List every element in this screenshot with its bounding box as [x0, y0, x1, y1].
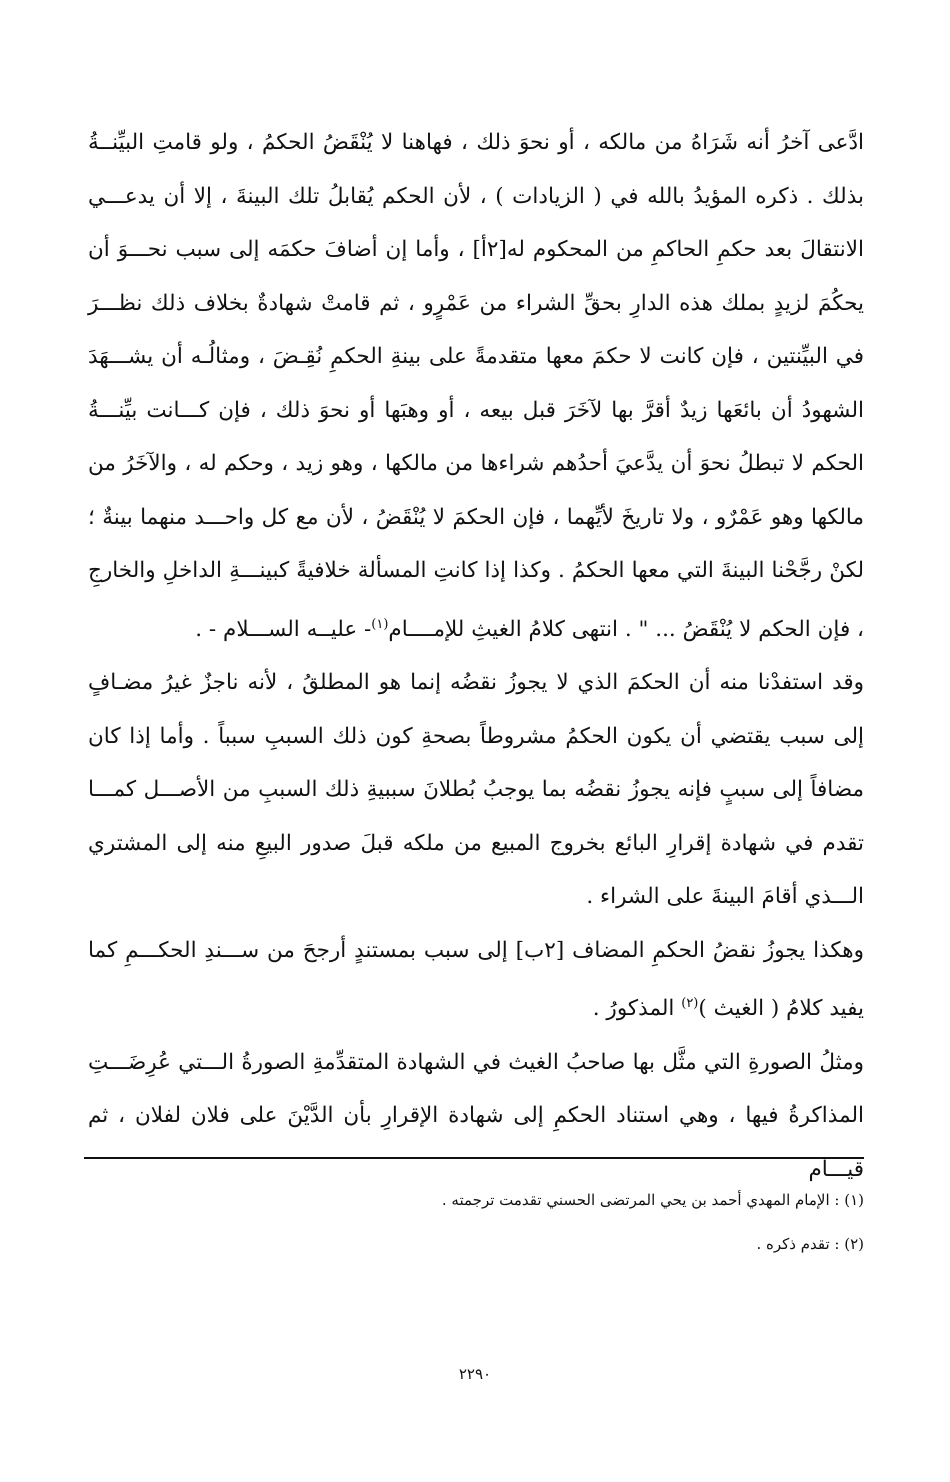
paragraph-3-text: وهكذا يجوزُ نقضُ الحكمِ المضاف [٢ب] إلى سبب بمستندٍ أرجحَ من ســـندِ الحكـــمِ كما يفيد كلامُ ( الغيث ) [88, 937, 864, 1022]
paragraph-1-text: ادَّعى آخرُ أنه شَرَاهُ من مالكه ، أو نحوَ ذلك ، فهاهنا لا يُنْقَضُ الحكمُ ، ولو قامتِ البيِّنــةُ بذلك . ذكره المؤيدُ بالله في ( الزيادات ) ، لأن الحكم يُقابلُ تلك البينةَ ، إلا أن يدعـــي الانتقالَ بعد حكمِ الحاكمِ من المحكوم له[٢أ] ، وأما إن أضافَ حكمَه إلى سبب نحـــوَ أن يحكُمَ لزيدٍ بملك هذه الدارِ بحقِّ الشراء من عَمْرٍو ، ثم قامتْ شهادةٌ بخلاف ذلك نظـــرَ في البيِّنتين ، فإن كانت لا حكمَ معها متقدمةً على بينةِ الحكمِ نُقِـضَ ، ومثالُـه أن يشـــهَدَ الشهودُ أن بائعَها زيدٌ أقرَّ بها لآخَرَ قبل بيعه ، أو وهبَها أو نحوَ ذلك ، فإن كـــانت بيِّنـــةُ الحكم لا تبطلُ نحوَ أن يدَّعيَ أحدُهم شراءها من مالكها ، وهو زيد ، وحكم له ، والآخَرُ من مالكها وهو عَمْرٌو ، ولا تاريخَ لأيِّهما ، فإن الحكمَ لا يُنْقَضُ ، لأن مع كل واحـــد منهما بينةٌ ؛ لكنْ رجَّحْنا البينةَ التي معها الحكمُ . وكذا إذا كانتِ المسألة خلافيةً كبينـــةِ الداخلِ والخارجِ ، فإن الحكم لا يُنْقَضُ ... " . انتهى كلامُ الغيثِ للإمــــام [88, 130, 864, 642]
footnote-1: (١) : الإمام المهدي أحمد بن يحي المرتضى الحسني تقدمت ترجمته . [441, 1191, 864, 1209]
paragraph-1-tail: - عليــه الســـلام - . [195, 616, 372, 642]
footnote-ref-2: (٢) [681, 996, 699, 1012]
paragraph-1 [88, 116, 864, 656]
page-number: ٢٢٩٠ [458, 1365, 492, 1383]
footnotes [88, 1178, 864, 1266]
main-text [88, 116, 864, 1196]
paragraph-2: وقد استفدْنا منه أن الحكمَ الذي لا يجوزُ نقضُه إنما هو المطلقُ ، لأنه ناجزٌ غيرُ مضـافٍ إلى سبب يقتضي أن يكون الحكمُ مشروطاً بصحةِ كون ذلك السببِ سبباً . وأما إذا كان مضافاً إلى سببٍ فإنه يجوزُ نقضُه بما يوجبُ بُطلانَ سببيةِ ذلك السببِ من الأصـــل كمـــا تقدم في شهادة إقرارِ البائع بخروج المبيع من ملكه قبلَ صدور البيعِ منه إلى المشتري الـــذي أقامَ البينةَ على الشراء . [88, 670, 864, 910]
footnote-divider [84, 1157, 864, 1159]
footnote-2: (٢) : تقدم ذكره . [756, 1235, 864, 1253]
paragraph-4: ومثلُ الصورةِ التي مثَّل بها صاحبُ الغيث في الشهادة المتقدِّمةِ الصورةُ الـــتي عُرِضَـــتِ المذاكرةُ فيها ، وهي استناد الحكمِ إلى شهادة الإقرارِ بأن الدَّيْنَ على فلان لفلان ، ثم قيـــام [88, 1049, 864, 1182]
paragraph-3 [88, 924, 864, 1036]
footnote-ref-1: (١) [371, 616, 389, 632]
paragraph-3-tail: المذكورُ . [592, 996, 682, 1022]
